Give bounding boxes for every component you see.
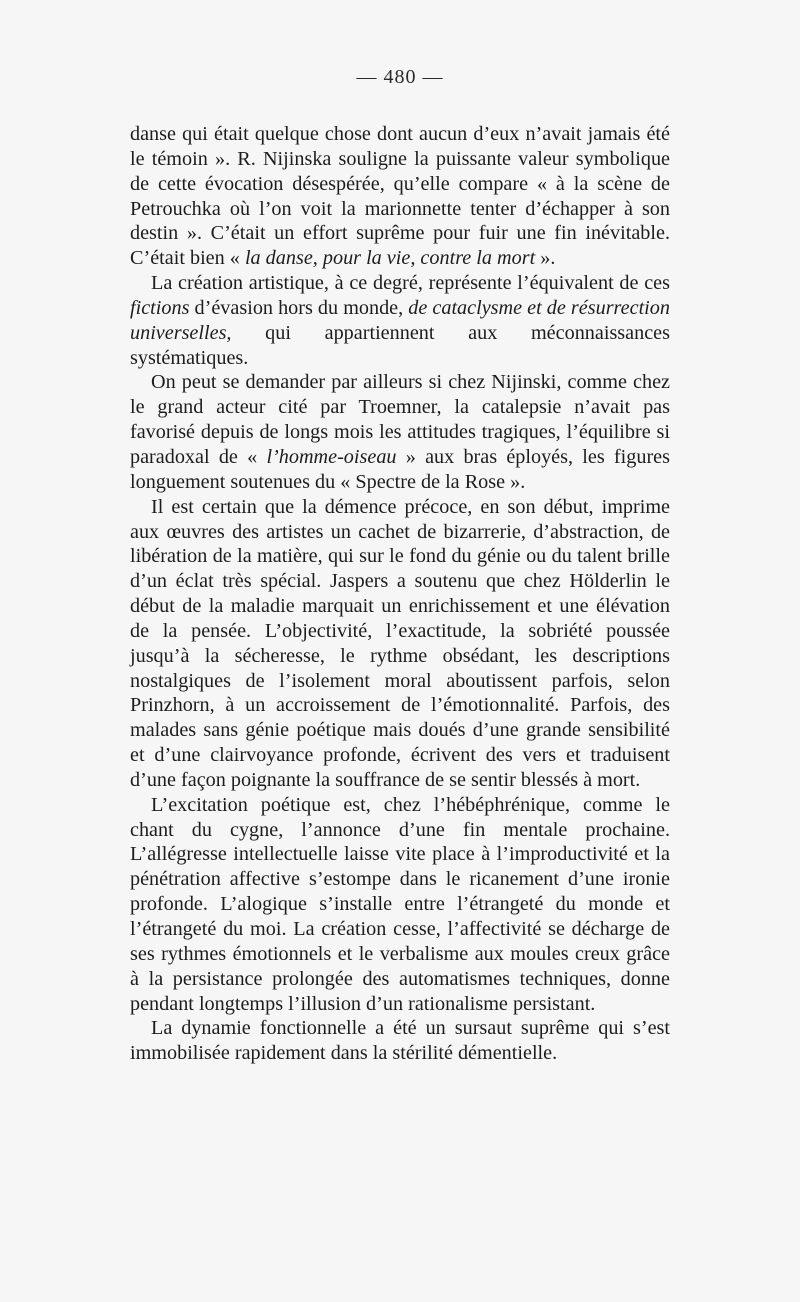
text-run: danse qui était quelque chose dont aucun d’eux n’avait jamais été le témoin ». R. Nijinska souligne la puissante valeur symbolique de cette évocation désespérée, qu’elle compare « à la scène de Petrouchka où l’on voit la marionnette tenter d’échapper à son destin ». C’était un effort suprême pour fuir une fin inévitable. C’était bien « <box>130 123 670 270</box>
italic-run: de cataclysme et de résurrection universelles, <box>130 296 670 344</box>
text-run: La création artistique, à ce degré, représente l’équivalent de ces <box>151 272 670 295</box>
italic-run: l’homme-oiseau <box>266 445 397 468</box>
text-run: On peut se demander par ailleurs si chez Nijinski, comme chez le grand acteur cité par Troemner, la catalepsie n’avait pas favorisé depuis de longs mois les attitudes tragiques, l’équilibre si paradoxal de « <box>130 371 670 468</box>
text-run: L’excitation poétique est, chez l’hébéphrénique, comme le chant du cygne, l’annonce d’une fin mentale prochaine. L’allégresse intellectuelle laisse vite place à l’improductivité et la pénétration affective s’estompe dans le ricanement d’une ironie profonde. L’alogique s’installe entre l’étrangeté du monde et l’étrangeté du moi. La création cesse, l’affectivité se décharge de ses rythmes émotionnels et le verbalisme aux moules creux grâce à la persistance prolongée des automatismes techniques, donne pendant longtemps l’illusion d’un rationalisme persistant. <box>130 793 670 1015</box>
page-number: — 480 — <box>356 66 444 88</box>
paragraph <box>130 271 670 370</box>
text-run: » aux bras éployés, les figures longuement soutenues du « Spectre de la Rose ». <box>130 445 670 493</box>
page-body <box>130 122 670 1066</box>
text-run: La dynamie fonctionnelle a été un sursaut suprême qui s’est immobilisée rapidement dans la stérilité démentielle. <box>130 1017 670 1065</box>
paragraph <box>130 1016 670 1066</box>
text-run: ». <box>535 247 556 270</box>
italic-run: la danse, pour la vie, contre la mort <box>244 247 536 270</box>
text-run: d’évasion hors du monde, <box>189 296 409 319</box>
text-run: Il est certain que la démence précoce, en son début, imprime aux œuvres des artistes un cachet de bizarrerie, d’abstraction, de libération de la matière, qui sur le fond du génie ou du talent brille d’un éclat très spécial. Jaspers a soutenu que chez Hölderlin le début de la maladie marquait un enrichissement et une élévation de la pensée. L’objectivité, l’exactitude, la sobriété poussée jusqu’à la sécheresse, le rythme obsédant, les descriptions nostalgiques de l’isolement moral aboutissent parfois, selon Prinzhorn, à un accroissement de l’émotionnalité. Parfois, des malades sans génie poétique mais doués d’une grande sensibilité et d’une clairvoyance profonde, écrivent des vers et traduisent d’une façon poignante la souffrance de se sentir blessés à mort. <box>130 495 670 791</box>
paragraph <box>130 495 670 793</box>
paragraph <box>130 370 670 494</box>
paragraph <box>130 793 670 1017</box>
italic-run: fictions <box>130 296 190 319</box>
paragraph <box>130 122 670 271</box>
text-run: qui appartiennent aux méconnaissances systématiques. <box>130 321 670 369</box>
